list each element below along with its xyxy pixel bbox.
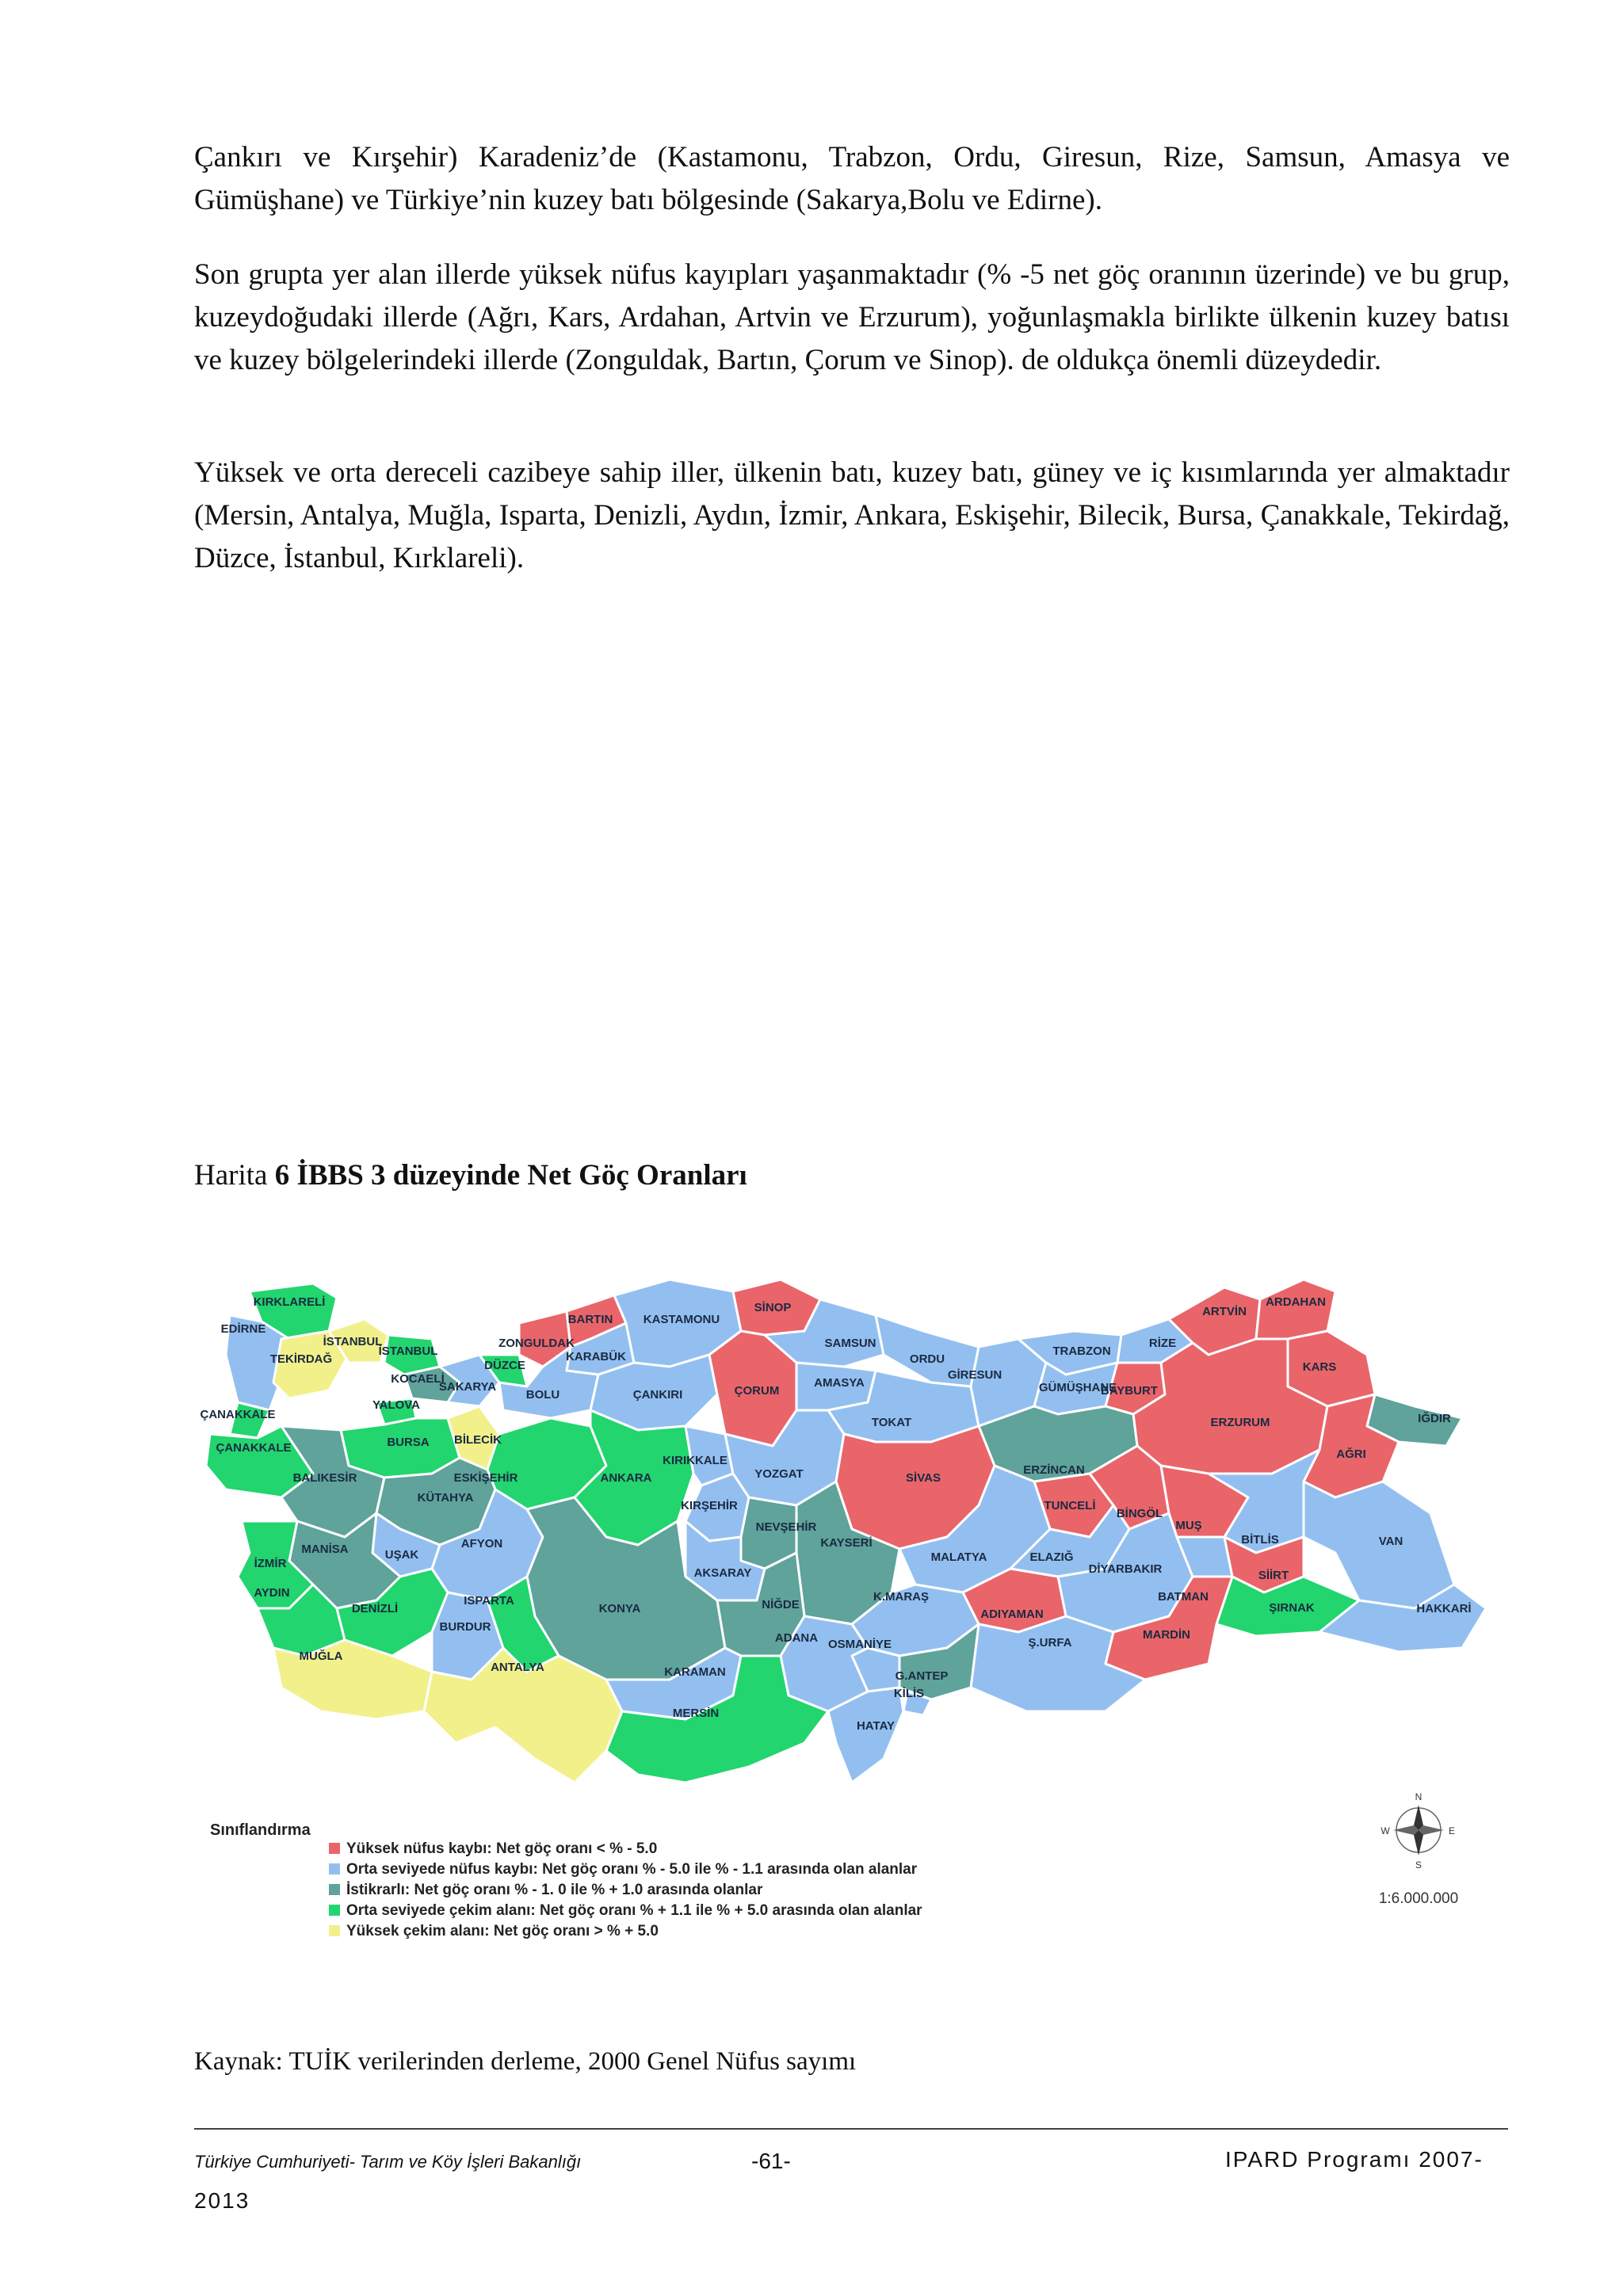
- province-label: ADANA: [774, 1631, 819, 1645]
- province-label: KIRŞEHİR: [681, 1499, 738, 1512]
- province-label: BOLU: [525, 1388, 560, 1402]
- province-label: KIRKLARELİ: [253, 1295, 326, 1309]
- province-label: ŞIRNAK: [1269, 1601, 1315, 1615]
- province-label: OSMANİYE: [827, 1638, 892, 1651]
- source-note: Kaynak: TUİK verilerinden derleme, 2000 Genel Nüfus sayımı: [194, 2047, 857, 2076]
- legend-item-label: İstikrarlı: Net göç oranı % - 1. 0 ile % + 1.0 arasında olanlar: [346, 1882, 763, 1898]
- legend-title: Sınıflandırma: [210, 1821, 311, 1839]
- province-label: İSTANBUL: [378, 1344, 438, 1358]
- province-label: ÇANAKKALE: [200, 1408, 276, 1421]
- footer-page-number: -61-: [751, 2149, 791, 2173]
- province-label: SİİRT: [1258, 1569, 1289, 1582]
- turkey-map-svg: [194, 1236, 1514, 1973]
- province-label: KIRIKKALE: [663, 1454, 727, 1467]
- province-label: ERZURUM: [1210, 1416, 1270, 1429]
- province-label: ÇORUM: [734, 1384, 780, 1398]
- province-label: ANKARA: [600, 1471, 652, 1485]
- province-label: ARTVİN: [1202, 1305, 1247, 1318]
- province-label: ORDU: [909, 1352, 945, 1366]
- province-label: SAMSUN: [824, 1337, 876, 1350]
- map-scale: 1:6.000.000: [1378, 1890, 1459, 1907]
- legend-item-label: Orta seviyede nüfus kaybı: Net göç oranı % - 5.0 ile % - 1.1 arasında olan alanlar: [346, 1861, 918, 1878]
- province-label: ARDAHAN: [1266, 1295, 1326, 1309]
- province-label: YOZGAT: [754, 1467, 804, 1481]
- province-label: TEKİRDAĞ: [269, 1352, 333, 1366]
- province-label: MUŞ: [1175, 1519, 1202, 1532]
- migration-map: [194, 1236, 1514, 1973]
- province-label: ADIYAMAN: [980, 1608, 1044, 1621]
- compass-w-label: W: [1381, 1825, 1390, 1836]
- province-label: UŞAK: [384, 1548, 419, 1562]
- province-label: ÇANAKKALE: [216, 1441, 292, 1455]
- province-label: TOKAT: [871, 1416, 912, 1429]
- province-label: ÇANKIRI: [632, 1388, 683, 1402]
- province-label: İZMİR: [254, 1557, 287, 1570]
- province-label: BARTIN: [567, 1313, 613, 1326]
- province-label: MUĞLA: [299, 1650, 343, 1663]
- province-label: SİNOP: [754, 1301, 792, 1314]
- province-label: RİZE: [1148, 1337, 1177, 1350]
- province-label: BURSA: [387, 1436, 430, 1449]
- compass-s-label: S: [1415, 1859, 1423, 1871]
- province-label: KİLİS: [893, 1687, 925, 1700]
- legend-item-label: Orta seviyede çekim alanı: Net göç oranı % + 1.1 ile % + 5.0 arasında olan alanlar: [346, 1902, 922, 1919]
- province-label: BURDUR: [439, 1620, 491, 1634]
- province-label: TRABZON: [1052, 1344, 1111, 1358]
- province-label: AĞRI: [1336, 1447, 1366, 1461]
- province-label: ISPARTA: [464, 1594, 514, 1608]
- province-label: TUNCELİ: [1044, 1499, 1096, 1512]
- province-label: DENİZLİ: [351, 1602, 399, 1615]
- province-label: KARS: [1302, 1360, 1337, 1374]
- province-label: BATMAN: [1158, 1590, 1209, 1604]
- footer-year: 2013: [194, 2188, 250, 2213]
- province-label: KOCAELİ: [391, 1372, 445, 1386]
- footer-ministry: Türkiye Cumhuriyeti- Tarım ve Köy İşleri Bakanlığı: [194, 2152, 582, 2172]
- legend-item-label: Yüksek çekim alanı: Net göç oranı > % + 5.0: [346, 1923, 659, 1939]
- province-label: BİLECİK: [454, 1433, 502, 1447]
- paragraph-2: Son grupta yer alan illerde yüksek nüfus kayıpları yaşanmaktadır (% -5 net göç oranının üzerinde) ve bu grup, kuzeydoğudaki illerde (Ağrı, Kars, Ardahan, Artvin ve Erzurum), yoğunlaşmakla birlikte ülkenin kuzey batısı ve kuzey bölgelerindeki illerde (Zonguldak, Bartın, Çorum ve Sinop). de oldukça önemli düzeydedir.: [194, 258, 1510, 376]
- province-label: Ş.URFA: [1028, 1636, 1072, 1650]
- province-label: SİVAS: [906, 1471, 941, 1485]
- province-label: SAKARYA: [438, 1380, 497, 1394]
- province-label: KARABÜK: [566, 1350, 626, 1363]
- province-label: HATAY: [856, 1719, 896, 1733]
- province-label: ELAZIĞ: [1029, 1550, 1074, 1564]
- legend-swatch: [329, 1863, 340, 1875]
- legend-swatch: [329, 1843, 340, 1854]
- province-label: ZONGULDAK: [498, 1337, 575, 1350]
- footer-rule: [194, 2128, 1508, 2130]
- compass-n-label: N: [1415, 1791, 1423, 1802]
- province-label: MERSİN: [672, 1707, 720, 1720]
- province-label: MARDİN: [1143, 1628, 1190, 1642]
- province-label: K.MARAŞ: [873, 1590, 929, 1604]
- province-label: DÜZCE: [484, 1359, 525, 1372]
- province-label: VAN: [1378, 1535, 1403, 1548]
- province-label: AYDIN: [254, 1586, 290, 1600]
- province-label: MALATYA: [930, 1550, 987, 1564]
- province-label: KASTAMONU: [643, 1313, 720, 1326]
- province-label: KÜTAHYA: [417, 1491, 474, 1505]
- province-label: KARAMAN: [664, 1665, 726, 1679]
- province-label: BAYBURT: [1101, 1384, 1158, 1398]
- province-label: NİĞDE: [762, 1598, 800, 1611]
- province-label: IĞDIR: [1418, 1412, 1451, 1425]
- province-label: ESKİŞEHİR: [453, 1471, 518, 1485]
- province-label: NEVŞEHİR: [755, 1520, 817, 1534]
- legend-item-label: Yüksek nüfus kaybı: Net göç oranı < % - 5.0: [346, 1840, 658, 1857]
- province-label: DİYARBAKIR: [1088, 1562, 1163, 1576]
- paragraph-3: Yüksek ve orta dereceli cazibeye sahip iller, ülkenin batı, kuzey batı, güney ve iç kısımlarında yer almaktadır (Mersin, Antalya, Muğla, Isparta, Denizli, Aydın, İzmir, Ankara, Eskişehir, Bilecik, Bursa, Çanakkale, Tekirdağ, Düzce, İstanbul, Kırklareli).: [194, 456, 1510, 574]
- province-label: ERZİNCAN: [1023, 1463, 1085, 1477]
- province-label: BALIKESİR: [292, 1471, 357, 1485]
- province-label: KAYSERİ: [820, 1536, 873, 1550]
- map-caption: [194, 1158, 747, 1192]
- province-label: ANTALYA: [491, 1661, 544, 1674]
- province-label: İSTANBUL: [323, 1335, 383, 1348]
- province-label: AFYON: [460, 1537, 503, 1550]
- compass-e-label: E: [1448, 1825, 1456, 1836]
- paragraph-1: Çankırı ve Kırşehir) Karadeniz’de (Kastamonu, Trabzon, Ordu, Giresun, Rize, Samsun, Amasya ve Gümüşhane) ve Türkiye’nin kuzey batı bölgesinde (Sakarya,Bolu ve Edirne).: [194, 141, 1510, 216]
- caption-prefix: Harita: [194, 1159, 275, 1192]
- province-label: AMASYA: [814, 1376, 865, 1390]
- province-label: KONYA: [598, 1602, 641, 1615]
- province-label: G.ANTEP: [895, 1669, 949, 1683]
- province-label: GÜMÜŞHANE: [1038, 1381, 1117, 1394]
- province-label: EDİRNE: [220, 1322, 266, 1336]
- province-label: BİNGÖL: [1116, 1507, 1163, 1520]
- province-label: YALOVA: [372, 1398, 421, 1412]
- caption-title: 6 İBBS 3 düzeyinde Net Göç Oranları: [274, 1159, 747, 1192]
- province-label: HAKKARİ: [1416, 1602, 1472, 1615]
- province-label: BİTLİS: [1241, 1533, 1279, 1547]
- province-label: AKSARAY: [693, 1566, 752, 1580]
- province-label: MANİSA: [301, 1543, 349, 1556]
- legend-swatch: [329, 1925, 340, 1936]
- legend-swatch: [329, 1905, 340, 1916]
- province-label: GİRESUN: [947, 1368, 1002, 1382]
- legend-swatch: [329, 1884, 340, 1895]
- footer-program: IPARD Programı 2007-: [1225, 2147, 1484, 2172]
